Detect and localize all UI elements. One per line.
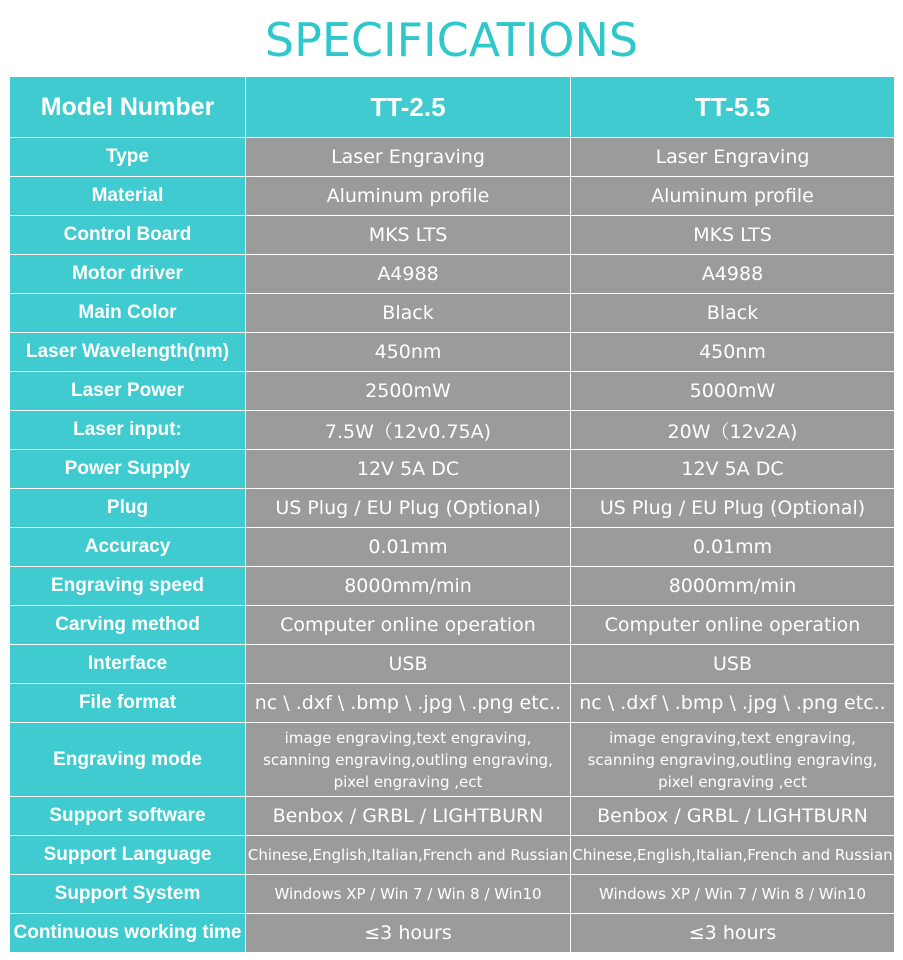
row-value: 12V 5A DC: [571, 450, 895, 489]
row-value: ≤3 hours: [571, 914, 895, 953]
row-value: A4988: [571, 255, 895, 294]
row-value: 450nm: [571, 333, 895, 372]
row-value: MKS LTS: [571, 216, 895, 255]
row-value: 8000mm/min: [571, 567, 895, 606]
row-value: Black: [246, 294, 571, 333]
row-label: Interface: [10, 645, 246, 684]
row-value-line: pixel engraving ,ect: [333, 772, 483, 791]
row-value: Aluminum profile: [571, 177, 895, 216]
table-row: [10, 138, 895, 177]
row-label: Engraving speed: [10, 567, 246, 606]
row-value: Laser Engraving: [571, 138, 895, 177]
table-row: [10, 797, 895, 836]
table-row: [10, 489, 895, 528]
row-value: USB: [246, 645, 571, 684]
table-row: [10, 836, 895, 875]
specifications-table: [9, 76, 895, 953]
row-value: Windows XP / Win 7 / Win 8 / Win10: [246, 875, 571, 914]
row-value: Chinese,English,Italian,French and Russian: [246, 836, 571, 875]
row-value: 20W（12v2A): [571, 411, 895, 450]
row-label: Main Color: [10, 294, 246, 333]
row-value-line: image engraving,text engraving,: [284, 728, 532, 747]
row-label: Accuracy: [10, 528, 246, 567]
row-value: MKS LTS: [246, 216, 571, 255]
table-row: [10, 606, 895, 645]
row-value: Chinese,English,Italian,French and Russian: [571, 836, 895, 875]
table-row: [10, 723, 895, 797]
row-value: 0.01mm: [246, 528, 571, 567]
row-value: [246, 723, 571, 797]
row-value: Computer online operation: [571, 606, 895, 645]
row-label: Motor driver: [10, 255, 246, 294]
row-value: ≤3 hours: [246, 914, 571, 953]
row-label: Laser Power: [10, 372, 246, 411]
row-value: nc \ .dxf \ .bmp \ .jpg \ .png etc..: [246, 684, 571, 723]
table-row: [10, 528, 895, 567]
row-label: Material: [10, 177, 246, 216]
table-row: [10, 294, 895, 333]
table-row: [10, 450, 895, 489]
row-value: [571, 723, 895, 797]
row-label: Plug: [10, 489, 246, 528]
row-value-line: scanning engraving,outling engraving,: [263, 750, 553, 769]
row-value: Windows XP / Win 7 / Win 8 / Win10: [571, 875, 895, 914]
row-label: Support System: [10, 875, 246, 914]
row-label: Type: [10, 138, 246, 177]
row-label: Carving method: [10, 606, 246, 645]
table-row: [10, 333, 895, 372]
row-value: 5000mW: [571, 372, 895, 411]
row-value: Aluminum profile: [246, 177, 571, 216]
row-value: 0.01mm: [571, 528, 895, 567]
table-row: [10, 372, 895, 411]
row-value: US Plug / EU Plug (Optional): [246, 489, 571, 528]
table-row: [10, 216, 895, 255]
row-label: File format: [10, 684, 246, 723]
row-label: Engraving mode: [10, 723, 246, 797]
row-value: nc \ .dxf \ .bmp \ .jpg \ .png etc..: [571, 684, 895, 723]
row-value: A4988: [246, 255, 571, 294]
row-value: 450nm: [246, 333, 571, 372]
row-label: Support software: [10, 797, 246, 836]
model-number-label: Model Number: [10, 77, 246, 138]
page-title: SPECIFICATIONS: [264, 13, 639, 67]
table-header-row: [10, 77, 895, 138]
row-value: 2500mW: [246, 372, 571, 411]
row-value: USB: [571, 645, 895, 684]
row-label: Support Language: [10, 836, 246, 875]
row-label: Continuous working time: [10, 914, 246, 953]
model-tt-2-5: TT-2.5: [246, 77, 571, 138]
table-row: [10, 567, 895, 606]
row-value: US Plug / EU Plug (Optional): [571, 489, 895, 528]
row-label: Power Supply: [10, 450, 246, 489]
row-value: Benbox / GRBL / LIGHTBURN: [571, 797, 895, 836]
table-row: [10, 875, 895, 914]
row-label: Laser Wavelength(nm): [10, 333, 246, 372]
row-label: Control Board: [10, 216, 246, 255]
row-value: Black: [571, 294, 895, 333]
row-value: 8000mm/min: [246, 567, 571, 606]
row-label: Laser input:: [10, 411, 246, 450]
row-value: 7.5W（12v0.75A): [246, 411, 571, 450]
model-tt-5-5: TT-5.5: [571, 77, 895, 138]
table-row: [10, 255, 895, 294]
table-row: [10, 684, 895, 723]
row-value: Laser Engraving: [246, 138, 571, 177]
row-value-line: pixel engraving ,ect: [658, 772, 807, 791]
table-row: [10, 411, 895, 450]
row-value-line: image engraving,text engraving,: [609, 728, 856, 747]
row-value-line: scanning engraving,outling engraving,: [587, 750, 878, 769]
table-row: [10, 914, 895, 953]
table-row: [10, 645, 895, 684]
row-value: Computer online operation: [246, 606, 571, 645]
table-row: [10, 177, 895, 216]
row-value: Benbox / GRBL / LIGHTBURN: [246, 797, 571, 836]
row-value: 12V 5A DC: [246, 450, 571, 489]
